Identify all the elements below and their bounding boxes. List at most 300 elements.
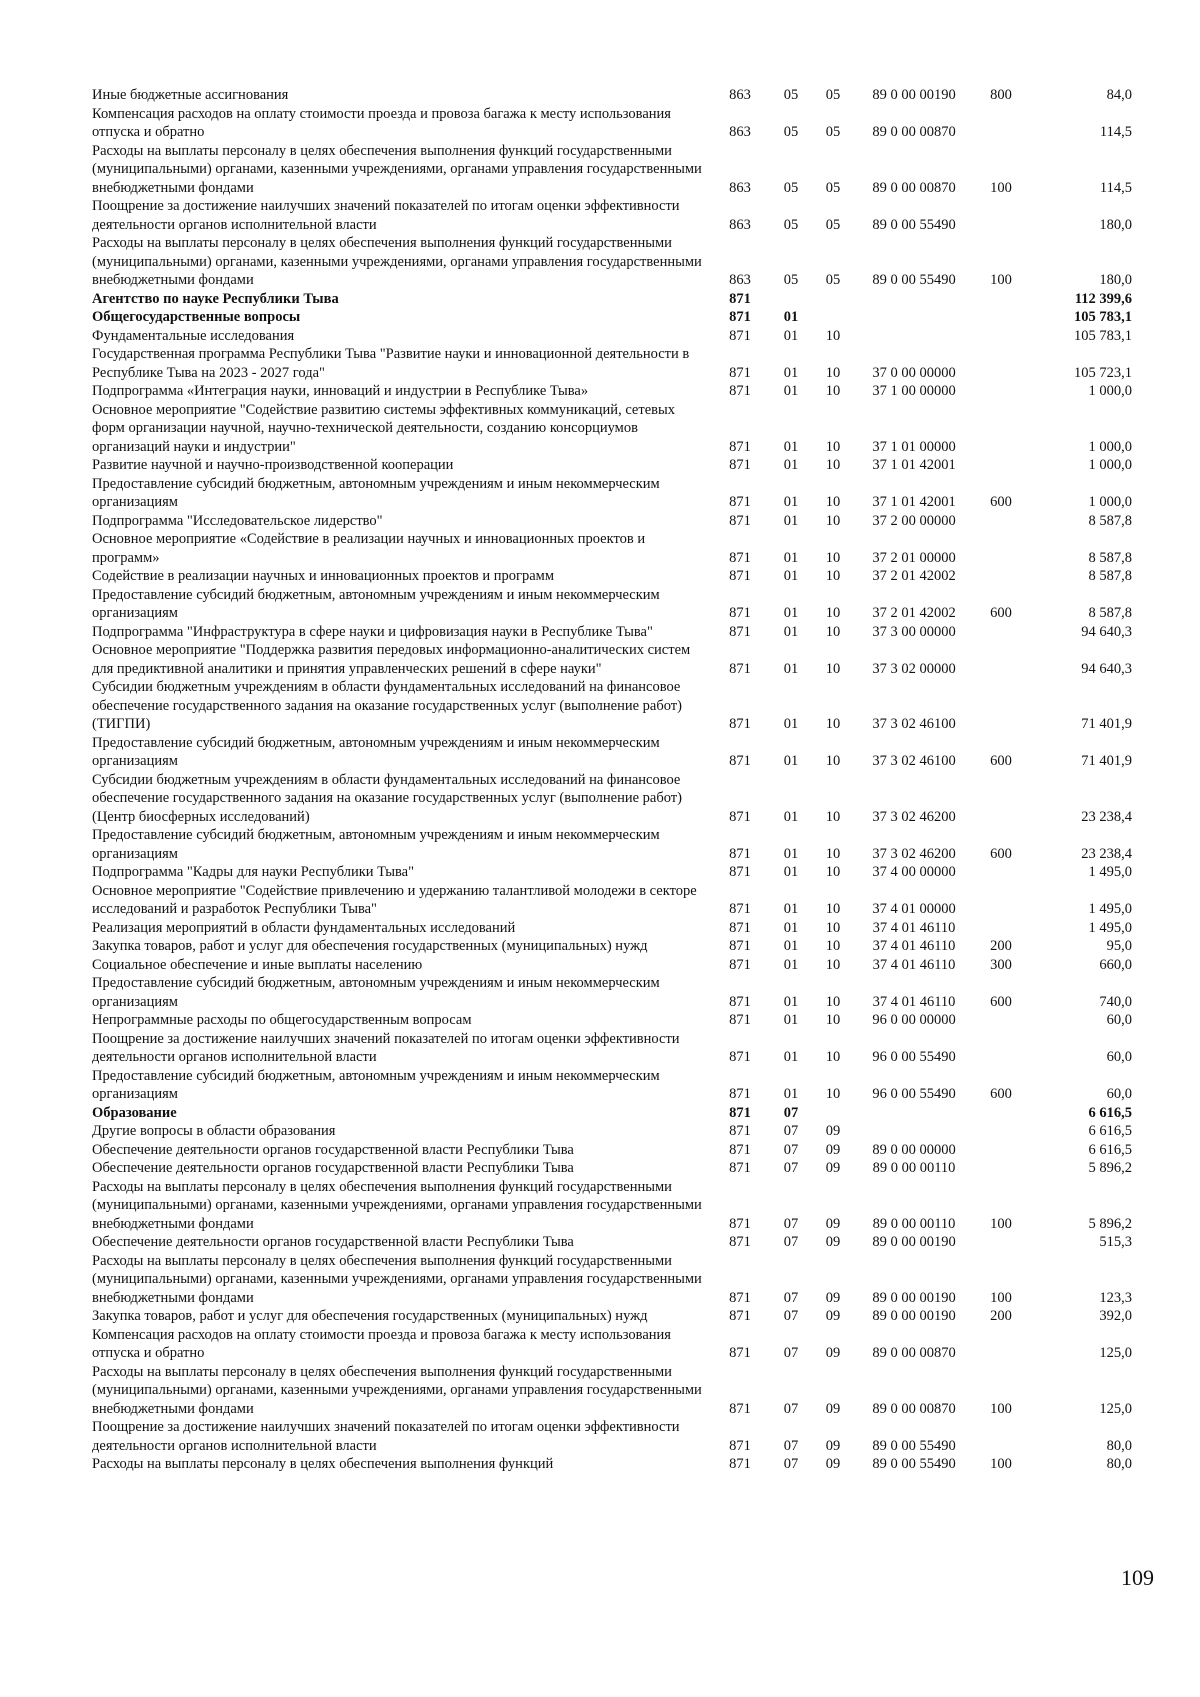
row-name: Общегосударственные вопросы: [92, 309, 301, 325]
row-admin-code: 871: [729, 309, 751, 325]
row-target-article: 37 1 00 00000: [872, 383, 956, 399]
row-expense-type: [974, 919, 1028, 938]
row-target-article: 37 2 01 00000: [872, 549, 956, 566]
row-subsection-code: 05: [825, 87, 841, 103]
row-section-code: 01: [783, 808, 799, 825]
row-target-article: 37 3 02 46200: [872, 845, 956, 862]
row-subsection-code: 10: [825, 1086, 841, 1102]
table-row: [92, 1122, 1132, 1141]
row-admin-code: 871: [729, 1400, 751, 1417]
budget-table: [92, 86, 1132, 1474]
row-target-article: 37 3 02 46100: [872, 716, 956, 732]
row-admin-code: 871: [729, 1141, 751, 1158]
row-name: Предоставление субсидий бюджетным, автономным учреждениям и иным некоммерческим организациям: [92, 734, 660, 769]
row-amount: 180,0: [1099, 272, 1132, 288]
row-expense-type: [974, 1011, 1028, 1030]
row-amount: 8 587,8: [1088, 549, 1132, 566]
row-expense-type: [974, 771, 1028, 827]
row-subsection-code: 10: [825, 623, 841, 640]
row-section-code: 07: [783, 1160, 799, 1176]
row-section-code: [770, 290, 812, 309]
row-expense-type: [974, 641, 1028, 678]
table-row: [92, 1326, 1132, 1363]
row-amount: 23 238,4: [1081, 845, 1132, 862]
row-expense-type: [974, 1418, 1028, 1455]
row-expense-type: [974, 327, 1028, 346]
row-section-code: 01: [783, 845, 799, 862]
row-subsection-code: 10: [825, 568, 841, 584]
table-row: [92, 1067, 1132, 1104]
row-amount: 94 640,3: [1081, 623, 1132, 640]
row-section-code: 07: [783, 1345, 799, 1361]
row-amount: 125,0: [1099, 1345, 1132, 1361]
row-name: Подпрограмма "Кадры для науки Республики Тыва": [92, 864, 415, 880]
table-row: [92, 142, 1132, 198]
row-expense-type: [974, 1233, 1028, 1252]
table-row: [92, 623, 1132, 642]
row-expense-type: 100: [990, 1456, 1012, 1472]
row-amount: 114,5: [1099, 179, 1132, 196]
row-expense-type: [974, 678, 1028, 734]
row-section-code: 01: [783, 457, 799, 473]
row-target-article: 89 0 00 00190: [872, 1234, 956, 1250]
row-amount: 84,0: [1106, 87, 1132, 103]
row-amount: 6 616,5: [1088, 1141, 1132, 1158]
table-row: [92, 456, 1132, 475]
table-row: [92, 1178, 1132, 1234]
row-section-code: 01: [783, 383, 799, 399]
row-name: Государственная программа Республики Тыва "Развитие науки и инновационной деятельности в Республике Тыва на 2023 - 2027 года": [92, 346, 690, 381]
row-expense-type: [974, 1104, 1028, 1123]
row-admin-code: 871: [729, 716, 751, 732]
row-subsection-code: 09: [825, 1160, 841, 1176]
row-name: Компенсация расходов на оплату стоимости проезда и провоза багажа к месту использования отпуска и обратно: [92, 1326, 671, 1361]
row-target-article: 89 0 00 00190: [872, 1289, 956, 1306]
table-row: [92, 586, 1132, 623]
row-admin-code: 871: [729, 1049, 751, 1065]
row-name: Обеспечение деятельности органов государственной власти Республики Тыва: [92, 1141, 574, 1158]
row-name: Основное мероприятие "Содействие привлечению и удержанию талантливой молодежи в секторе исследований и разработок Республики Тыва": [92, 882, 697, 917]
row-target-article: 96 0 00 00000: [872, 1012, 956, 1028]
row-name: Субсидии бюджетным учреждениям в области фундаментальных исследований на финансовое обеспечение государственного задания на оказание государственных услуг (выполнение работ) (ТИГПИ): [92, 679, 682, 732]
row-name: Подпрограмма "Исследовательское лидерство": [92, 512, 383, 529]
row-name: Подпрограмма «Интеграция науки, инноваций и индустрии в Республике Тыва»: [92, 383, 589, 399]
page-number: 109: [1121, 1565, 1154, 1590]
row-target-article: [854, 290, 974, 309]
row-amount: 1 495,0: [1088, 901, 1132, 917]
row-expense-type: [974, 308, 1028, 327]
row-target-article: 37 2 01 42002: [872, 605, 956, 621]
row-section-code: 07: [783, 1123, 799, 1139]
row-amount: 5 896,2: [1088, 1215, 1132, 1232]
row-section-code: 01: [783, 568, 799, 584]
row-section-code: 07: [783, 1234, 799, 1250]
row-target-article: 89 0 00 55490: [872, 272, 956, 288]
row-name: Агентство по науке Республики Тыва: [92, 290, 339, 307]
row-amount: 80,0: [1106, 1437, 1132, 1454]
row-section-code: 01: [783, 1049, 799, 1065]
row-subsection-code: 09: [825, 1456, 841, 1472]
row-admin-code: 871: [729, 364, 751, 381]
row-amount: 80,0: [1106, 1456, 1132, 1472]
row-section-code: 07: [783, 1104, 799, 1121]
row-target-article: 37 3 00 00000: [872, 623, 956, 640]
row-expense-type: [974, 197, 1028, 234]
row-amount: 105 783,1: [1074, 327, 1132, 344]
row-admin-code: 871: [729, 1437, 751, 1454]
row-admin-code: 871: [729, 623, 751, 640]
row-expense-type: [974, 567, 1028, 586]
table-row: [92, 882, 1132, 919]
row-amount: 5 896,2: [1088, 1160, 1132, 1176]
row-subsection-code: 10: [825, 549, 841, 566]
row-name: Подпрограмма "Инфраструктура в сфере науки и цифровизация науки в Республике Тыва": [92, 623, 653, 640]
row-name: Предоставление субсидий бюджетным, автономным учреждениям и иным некоммерческим организациям: [92, 586, 660, 621]
row-expense-type: [974, 345, 1028, 382]
row-section-code: 01: [783, 901, 799, 917]
row-amount: 94 640,3: [1081, 660, 1132, 677]
row-section-code: 01: [783, 364, 799, 381]
row-target-article: 37 1 01 42001: [872, 457, 956, 473]
row-admin-code: 871: [729, 993, 751, 1010]
row-admin-code: 871: [729, 1456, 751, 1472]
row-target-article: 89 0 00 55490: [872, 1456, 956, 1472]
row-name: Непрограммные расходы по общегосударственным вопросам: [92, 1012, 472, 1028]
row-admin-code: 871: [729, 845, 751, 862]
row-admin-code: 863: [729, 124, 751, 140]
table-row: [92, 327, 1132, 346]
row-expense-type: [974, 863, 1028, 882]
row-admin-code: 871: [729, 1123, 751, 1139]
row-expense-type: 100: [990, 1215, 1012, 1232]
row-subsection-code: 10: [825, 438, 841, 455]
row-expense-type: [974, 1141, 1028, 1160]
table-row: [92, 919, 1132, 938]
row-expense-type: [974, 1030, 1028, 1067]
row-target-article: 37 2 01 42002: [872, 568, 956, 584]
row-admin-code: 871: [729, 290, 751, 307]
row-target-article: 89 0 00 00110: [872, 1215, 956, 1232]
row-name: Иные бюджетные ассигнования: [92, 87, 289, 103]
row-target-article: [854, 1122, 974, 1141]
row-subsection-code: 09: [825, 1308, 841, 1324]
row-subsection-code: 10: [825, 956, 841, 973]
row-amount: 23 238,4: [1081, 808, 1132, 825]
row-section-code: 01: [783, 549, 799, 566]
row-target-article: 89 0 00 00870: [872, 124, 956, 140]
table-row: [92, 1011, 1132, 1030]
row-name: Фундаментальные исследования: [92, 327, 295, 344]
row-target-article: 37 4 01 46110: [872, 993, 956, 1010]
row-amount: 8 587,8: [1088, 512, 1132, 529]
row-admin-code: 871: [729, 1160, 751, 1176]
row-admin-code: 871: [729, 660, 751, 677]
row-amount: 1 000,0: [1088, 457, 1132, 473]
row-admin-code: 871: [729, 605, 751, 621]
table-row: [92, 475, 1132, 512]
row-admin-code: 863: [729, 87, 751, 103]
row-admin-code: 871: [729, 1104, 751, 1121]
row-expense-type: [974, 623, 1028, 642]
row-expense-type: 600: [990, 605, 1012, 621]
row-name: Закупка товаров, работ и услуг для обеспечения государственных (муниципальных) нужд: [92, 938, 648, 954]
row-name: Социальное обеспечение и иные выплаты населению: [92, 956, 423, 973]
row-amount: 125,0: [1099, 1400, 1132, 1417]
table-row: [92, 530, 1132, 567]
row-admin-code: 871: [729, 864, 751, 880]
row-expense-type: [974, 1159, 1028, 1178]
row-amount: 112 399,6: [1074, 290, 1132, 307]
row-admin-code: 871: [729, 1308, 751, 1324]
row-expense-type: [974, 382, 1028, 401]
row-name: Основное мероприятие «Содействие в реализации научных и инновационных проектов и программ»: [92, 531, 646, 566]
row-name: Расходы на выплаты персоналу в целях обеспечения выполнения функций государственными (муниципальными) органами, казенными учреждениями, органами управления государственными внебюджетными фондами: [92, 1178, 702, 1232]
row-section-code: 07: [783, 1141, 799, 1158]
row-section-code: 01: [783, 660, 799, 677]
row-expense-type: [974, 1326, 1028, 1363]
row-target-article: 37 4 01 00000: [872, 901, 956, 917]
row-subsection-code: 10: [825, 605, 841, 621]
row-name: Образование: [92, 1104, 177, 1121]
row-amount: 71 401,9: [1081, 753, 1132, 769]
table-row: [92, 863, 1132, 882]
row-amount: 6 616,5: [1088, 1123, 1132, 1139]
row-name: Реализация мероприятий в области фундаментальных исследований: [92, 919, 516, 936]
row-target-article: 37 2 00 00000: [872, 512, 956, 529]
row-expense-type: 600: [990, 845, 1012, 862]
table-row: [92, 1159, 1132, 1178]
row-amount: 105 783,1: [1074, 309, 1132, 325]
table-row: [92, 678, 1132, 734]
row-target-article: 96 0 00 55490: [872, 1086, 956, 1102]
table-row: [92, 345, 1132, 382]
row-admin-code: 871: [729, 512, 751, 529]
row-target-article: 89 0 00 55490: [872, 1437, 956, 1454]
row-admin-code: 871: [729, 549, 751, 566]
row-subsection-code: 10: [825, 512, 841, 529]
row-amount: 1 000,0: [1088, 438, 1132, 455]
row-amount: 114,5: [1099, 124, 1132, 140]
row-subsection-code: 10: [825, 938, 841, 954]
table-row: [92, 937, 1132, 956]
row-amount: 1 495,0: [1088, 864, 1132, 880]
row-section-code: 01: [783, 993, 799, 1010]
table-row: [92, 1104, 1132, 1123]
table-row: [92, 197, 1132, 234]
row-subsection-code: 10: [825, 364, 841, 381]
row-expense-type: 100: [990, 1289, 1012, 1306]
row-subsection-code: 05: [825, 216, 841, 233]
row-subsection-code: 09: [825, 1141, 841, 1158]
row-section-code: 05: [783, 272, 799, 288]
table-row: [92, 734, 1132, 771]
table-row: [92, 512, 1132, 531]
row-section-code: 01: [783, 919, 799, 936]
row-admin-code: 871: [729, 494, 751, 510]
row-name: Основное мероприятие "Содействие развитию системы эффективных коммуникаций, сетевых форм организации научной, научно-технической деятельности, созданию консорциумов организаций науки и индустрии": [92, 401, 675, 455]
row-subsection-code: 10: [825, 808, 841, 825]
row-expense-type: [974, 512, 1028, 531]
row-subsection-code: 10: [825, 919, 841, 936]
row-name: Расходы на выплаты персоналу в целях обеспечения выполнения функций государственными (муниципальными) органами, казенными учреждениями, органами управления государственными внебюджетными фондами: [92, 235, 702, 288]
table-row: [92, 641, 1132, 678]
table-row: [92, 290, 1132, 309]
row-subsection-code: 10: [825, 660, 841, 677]
row-section-code: 01: [783, 716, 799, 732]
row-target-article: 37 3 02 46200: [872, 808, 956, 825]
row-admin-code: 871: [729, 457, 751, 473]
row-section-code: 07: [783, 1400, 799, 1417]
row-subsection-code: 05: [825, 124, 841, 140]
table-row: [92, 308, 1132, 327]
row-section-code: 07: [783, 1215, 799, 1232]
row-section-code: 05: [783, 87, 799, 103]
row-amount: 740,0: [1099, 993, 1132, 1010]
row-section-code: 07: [783, 1456, 799, 1472]
row-target-article: [854, 327, 974, 346]
row-name: Поощрение за достижение наилучших значений показателей по итогам оценки эффективности деятельности органов исполнительной власти: [92, 1030, 680, 1065]
table-row: [92, 974, 1132, 1011]
row-section-code: 01: [783, 753, 799, 769]
row-target-article: 37 1 01 42001: [872, 494, 956, 510]
row-admin-code: 871: [729, 568, 751, 584]
row-subsection-code: 10: [825, 901, 841, 917]
row-section-code: 01: [783, 864, 799, 880]
row-name: Другие вопросы в области образования: [92, 1123, 336, 1139]
row-subsection-code: 05: [825, 272, 841, 288]
row-name: Предоставление субсидий бюджетным, автономным учреждениям и иным некоммерческим организациям: [92, 827, 660, 862]
row-target-article: 37 3 02 46100: [872, 753, 956, 769]
table-row: [92, 1363, 1132, 1419]
row-name: Обеспечение деятельности органов государственной власти Республики Тыва: [92, 1160, 574, 1176]
row-admin-code: 871: [729, 438, 751, 455]
row-amount: 1 000,0: [1088, 383, 1132, 399]
row-name: Субсидии бюджетным учреждениям в области фундаментальных исследований на финансовое обеспечение государственного задания на оказание государственных услуг (выполнение работ) (Центр биосферных исследований): [92, 771, 682, 825]
row-section-code: 01: [783, 1012, 799, 1028]
table-row: [92, 826, 1132, 863]
row-section-code: 01: [783, 1086, 799, 1102]
row-target-article: 89 0 00 00870: [872, 1345, 956, 1361]
row-expense-type: [974, 105, 1028, 142]
row-name: Развитие научной и научно-производственной кооперации: [92, 457, 454, 473]
row-amount: 60,0: [1106, 1049, 1132, 1065]
table-row: [92, 956, 1132, 975]
table-row: [92, 1307, 1132, 1326]
row-expense-type: [974, 882, 1028, 919]
table-row: [92, 771, 1132, 827]
row-expense-type: 100: [990, 179, 1012, 196]
row-amount: 1 495,0: [1088, 919, 1132, 936]
row-section-code: 05: [783, 124, 799, 140]
row-subsection-code: [812, 290, 854, 309]
row-expense-type: 600: [990, 1086, 1012, 1102]
row-subsection-code: [812, 308, 854, 327]
row-expense-type: 300: [990, 956, 1012, 973]
row-admin-code: 871: [729, 956, 751, 973]
row-admin-code: 871: [729, 327, 751, 344]
row-target-article: 89 0 00 00190: [872, 1308, 956, 1324]
row-subsection-code: 10: [825, 716, 841, 732]
table-row: [92, 1233, 1132, 1252]
row-expense-type: 200: [990, 1308, 1012, 1324]
row-subsection-code: 10: [825, 1012, 841, 1028]
row-section-code: 01: [783, 309, 799, 325]
row-subsection-code: 10: [825, 993, 841, 1010]
table-row: [92, 1252, 1132, 1308]
table-row: [92, 567, 1132, 586]
table-row: [92, 86, 1132, 105]
row-subsection-code: [812, 1104, 854, 1123]
row-section-code: 01: [783, 605, 799, 621]
row-admin-code: 871: [729, 1215, 751, 1232]
row-admin-code: 871: [729, 1289, 751, 1306]
table-row: [92, 1141, 1132, 1160]
row-section-code: 05: [783, 179, 799, 196]
row-expense-type: [974, 456, 1028, 475]
row-target-article: 37 4 01 46110: [872, 919, 956, 936]
row-section-code: 01: [783, 938, 799, 954]
row-admin-code: 871: [729, 901, 751, 917]
row-subsection-code: 10: [825, 383, 841, 399]
row-amount: 180,0: [1099, 216, 1132, 233]
row-section-code: 01: [783, 623, 799, 640]
row-target-article: [854, 308, 974, 327]
row-target-article: 89 0 00 00190: [872, 87, 956, 103]
row-admin-code: 871: [729, 753, 751, 769]
row-admin-code: 863: [729, 216, 751, 233]
table-row: [92, 382, 1132, 401]
row-subsection-code: 10: [825, 753, 841, 769]
row-subsection-code: 10: [825, 845, 841, 862]
row-target-article: 89 0 00 00870: [872, 1400, 956, 1417]
row-section-code: 01: [783, 512, 799, 529]
row-section-code: 05: [783, 216, 799, 233]
row-amount: 71 401,9: [1081, 716, 1132, 732]
table-row: [92, 105, 1132, 142]
row-expense-type: 100: [990, 1400, 1012, 1417]
row-amount: 123,3: [1099, 1289, 1132, 1306]
row-amount: 1 000,0: [1088, 494, 1132, 510]
row-subsection-code: 09: [825, 1345, 841, 1361]
row-subsection-code: 10: [825, 494, 841, 510]
row-target-article: 37 4 01 46110: [872, 938, 956, 954]
row-amount: 8 587,8: [1088, 605, 1132, 621]
row-name: Расходы на выплаты персоналу в целях обеспечения выполнения функций государственными (муниципальными) органами, казенными учреждениями, органами управления государственными внебюджетными фондами: [92, 1252, 702, 1306]
row-target-article: 37 4 01 46110: [872, 956, 956, 973]
row-amount: 60,0: [1106, 1086, 1132, 1102]
row-expense-type: 200: [990, 938, 1012, 954]
row-name: Поощрение за достижение наилучших значений показателей по итогам оценки эффективности деятельности органов исполнительной власти: [92, 1419, 680, 1454]
row-expense-type: [974, 1122, 1028, 1141]
row-amount: 660,0: [1099, 956, 1132, 973]
row-amount: 105 723,1: [1074, 364, 1132, 381]
row-name: Предоставление субсидий бюджетным, автономным учреждениям и иным некоммерческим организациям: [92, 1067, 660, 1102]
row-amount: 8 587,8: [1088, 568, 1132, 584]
row-name: Основное мероприятие "Поддержка развития передовых информационно-аналитических систем для предиктивной аналитики и принятия управленческих решений в сфере науки": [92, 642, 691, 677]
row-target-article: 37 3 02 00000: [872, 660, 956, 677]
row-amount: 392,0: [1099, 1308, 1132, 1324]
row-admin-code: 871: [729, 919, 751, 936]
row-subsection-code: 09: [825, 1215, 841, 1232]
row-subsection-code: 05: [825, 179, 841, 196]
row-target-article: 89 0 00 00110: [872, 1160, 956, 1176]
row-admin-code: 863: [729, 179, 751, 196]
row-name: Поощрение за достижение наилучших значений показателей по итогам оценки эффективности деятельности органов исполнительной власти: [92, 198, 680, 233]
row-admin-code: 871: [729, 1345, 751, 1361]
row-amount: 95,0: [1106, 938, 1132, 954]
table-row: [92, 401, 1132, 457]
table-row: [92, 1418, 1132, 1455]
